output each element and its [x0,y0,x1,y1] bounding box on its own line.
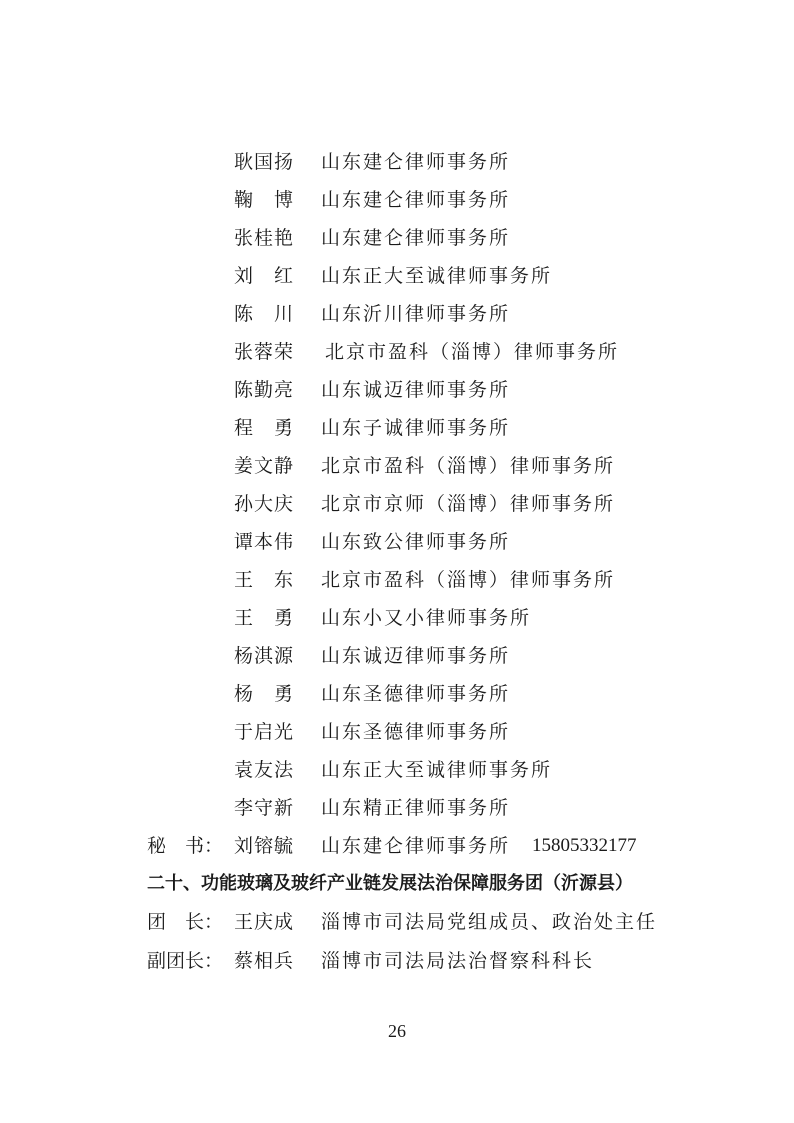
secretary-phone: 15805332177 [532,835,637,856]
member-firm: 山东正大至诚律师事务所 [321,265,553,287]
deputy-leader-title: 淄博市司法局法治督察科科长 [321,950,595,972]
member-firm: 山东精正律师事务所 [321,797,511,819]
member-name: 于启光 [234,721,295,743]
member-name: 袁友法 [234,759,295,781]
member-name: 李守新 [234,797,295,819]
member-firm: 山东小又小律师事务所 [321,607,532,629]
member-firm: 山东建仑律师事务所 [321,151,511,173]
member-name: 王 东 [234,569,295,591]
secretary-firm: 山东建仑律师事务所 [321,835,511,857]
member-name: 程 勇 [234,417,295,439]
section-heading: 二十、功能玻璃及玻纤产业链发展法治保障服务团（沂源县） [147,873,633,894]
member-name: 陈 川 [234,303,295,325]
page-number: 26 [388,1021,406,1041]
member-firm: 山东诚迈律师事务所 [321,645,511,667]
member-firm: 山东致公律师事务所 [321,531,511,553]
member-name: 王 勇 [234,607,295,629]
member-firm: 北京市盈科（淄博）律师事务所 [321,569,616,591]
leader-name: 王庆成 [234,911,295,933]
member-name: 刘 红 [234,265,295,287]
member-firm: 山东建仑律师事务所 [321,189,511,211]
member-firm: 北京市盈科（淄博）律师事务所 [321,455,616,477]
member-firm: 北京市盈科（淄博）律师事务所 [325,341,620,363]
leader-role: 团 长： [147,911,224,933]
member-name: 耿国扬 [234,151,295,173]
member-name: 张桂艳 [234,227,295,249]
member-name: 陈勤亮 [234,379,295,401]
member-firm: 山东诚迈律师事务所 [321,379,511,401]
member-firm: 北京市京师（淄博）律师事务所 [321,493,616,515]
member-firm: 山东正大至诚律师事务所 [321,759,553,781]
leader-title: 淄博市司法局党组成员、政治处主任 [321,911,658,933]
member-firm: 山东沂川律师事务所 [321,303,511,325]
member-name: 鞠 博 [234,189,295,211]
member-firm: 山东建仑律师事务所 [321,227,511,249]
member-firm: 山东子诚律师事务所 [321,417,511,439]
member-name: 张蓉荣 [234,341,295,363]
deputy-leader-name: 蔡相兵 [234,950,295,972]
deputy-leader-role: 副团长： [147,950,224,972]
member-name: 谭本伟 [234,531,295,553]
member-name: 姜文静 [234,455,295,477]
secretary-name: 刘镕毓 [234,835,295,857]
member-firm: 山东圣德律师事务所 [321,721,511,743]
member-firm: 山东圣德律师事务所 [321,683,511,705]
secretary-role: 秘 书： [147,835,224,857]
member-name: 杨淇源 [234,645,295,667]
member-name: 杨 勇 [234,683,295,705]
member-name: 孙大庆 [234,493,295,515]
